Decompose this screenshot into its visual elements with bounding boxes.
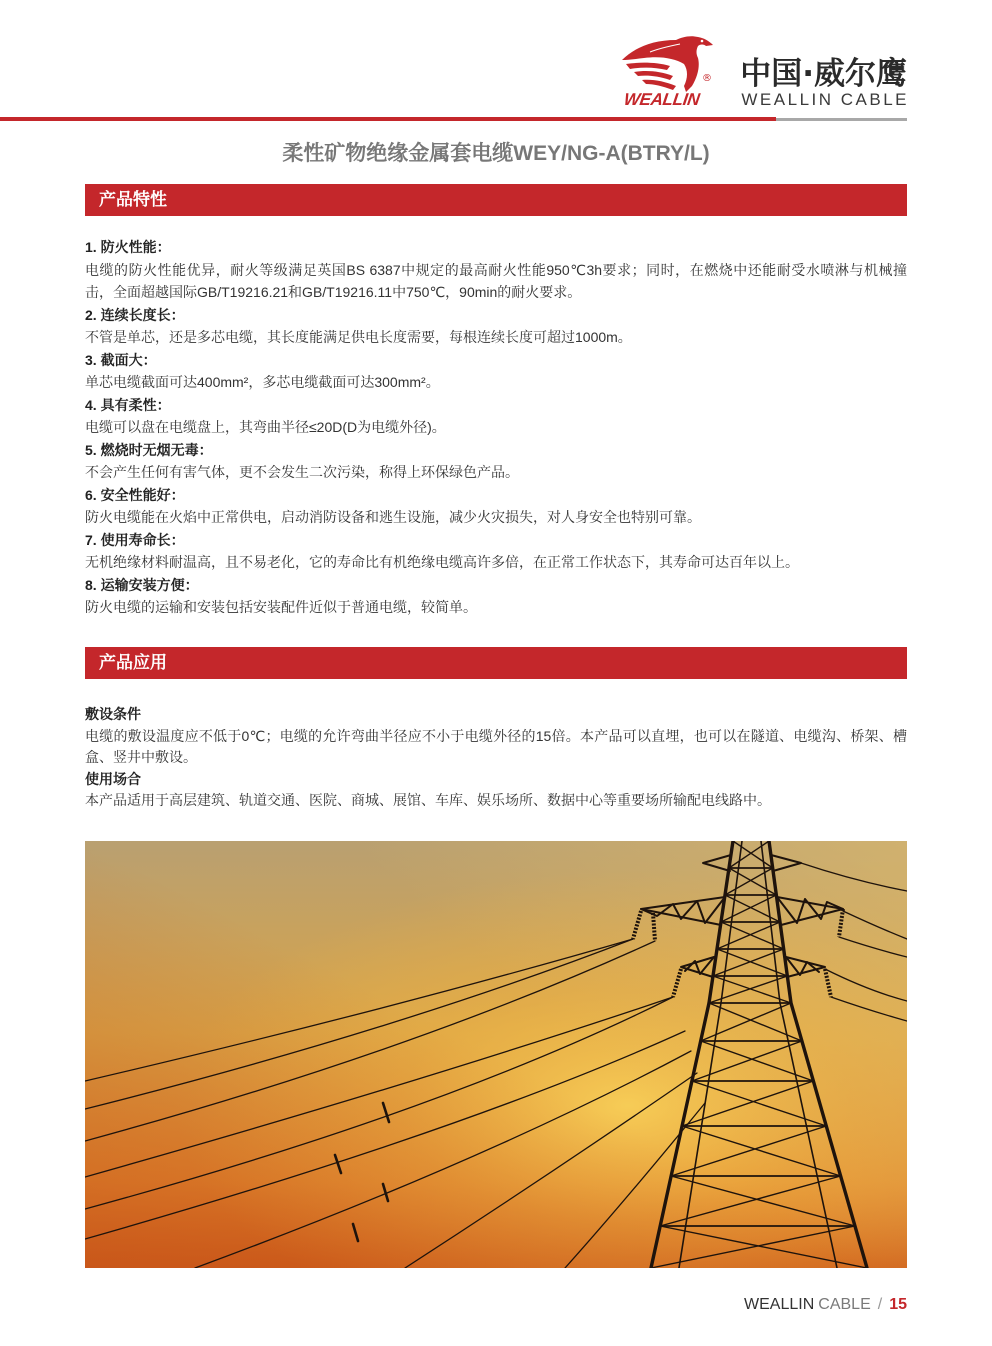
brand-name-english: WEALLIN CABLE: [741, 90, 909, 109]
application-label: 使用场合: [85, 770, 141, 787]
eagle-icon: [620, 34, 720, 94]
section-heading-features: 产品特性: [99, 190, 167, 209]
header-rule-gray: [776, 118, 907, 121]
logo-wordmark: WEALLIN: [622, 90, 701, 109]
feature-label: 6. 安全性能好：: [85, 486, 185, 503]
feature-label: 1. 防火性能：: [85, 239, 171, 255]
feature-label: 8. 运输安装方便：: [85, 576, 199, 593]
feature-item-safety: [85, 484, 907, 529]
feature-label: 5. 燃烧时无烟无毒：: [85, 441, 213, 458]
application-list: [85, 704, 907, 812]
application-item-usage-scenarios: [85, 769, 907, 812]
header-rule-red: [0, 117, 776, 121]
features-list: [85, 236, 907, 619]
feature-text: 不会产生任何有害气体，更不会发生二次污染，称得上环保绿色产品。: [85, 464, 519, 480]
section-heading-application: 产品应用: [99, 653, 167, 672]
feature-item-service-life: [85, 529, 907, 574]
page-number: 15: [889, 1296, 907, 1313]
feature-text: 单芯电缆截面可达400mm²，多芯电缆截面可达300mm²。: [85, 374, 440, 390]
feature-item-fire-resistance: [85, 236, 907, 304]
feature-item-large-cross-section: [85, 349, 907, 394]
page-title: 柔性矿物绝缘金属套电缆WEY/NG-A(BTRY/L): [282, 142, 710, 165]
feature-text: 无机绝缘材料耐温高，且不易老化，它的寿命比有机绝缘电缆高许多倍，在正常工作状态下，其寿命可达百年以上。: [85, 554, 799, 570]
application-text: 电缆的敷设温度应不低于0℃；电缆的允许弯曲半径应不小于电缆外径的15倍。本产品可以直埋，也可以在隧道、电缆沟、桥架、槽盒、竖井中敷设。: [85, 727, 907, 765]
feature-item-flexibility: [85, 394, 907, 439]
application-text: 本产品适用于高层建筑、轨道交通、医院、商城、展馆、车库、娱乐场所、数据中心等重要场所输配电线路中。: [85, 792, 771, 808]
feature-label: 3. 截面大：: [85, 351, 157, 368]
section-bar-features: [85, 184, 907, 216]
application-item-laying-conditions: [85, 704, 907, 769]
footer-separator: /: [877, 1296, 883, 1313]
feature-text: 电缆可以盘在电缆盘上，其弯曲半径≤20D(D为电缆外径)。: [85, 419, 446, 435]
footer-brand-sub: CABLE: [818, 1296, 871, 1313]
page-footer: [744, 1295, 907, 1315]
feature-text: 防火电缆的运输和安装包括安装配件近似于普通电缆，较简单。: [85, 599, 477, 615]
feature-item-smoke-free-non-toxic: [85, 439, 907, 484]
feature-label: 4. 具有柔性：: [85, 396, 171, 413]
power-tower-illustration: [85, 841, 907, 1268]
weallin-eagle-logo: [620, 34, 720, 112]
feature-label: 2. 连续长度长：: [85, 306, 185, 323]
application-label: 敷设条件: [85, 706, 141, 722]
feature-item-easy-transport-installation: [85, 574, 907, 619]
feature-item-continuous-length: [85, 304, 907, 349]
feature-text: 防火电缆能在火焰中正常供电，启动消防设备和逃生设施，减少火灾损失，对人身安全也特别可靠。: [85, 509, 701, 525]
feature-label: 7. 使用寿命长：: [85, 531, 185, 548]
brand-name-chinese: 中国·威尔鹰: [740, 56, 907, 92]
power-tower-sunset-photo: [85, 841, 907, 1268]
registered-mark: ®: [702, 73, 712, 84]
section-bar-application: [85, 647, 907, 679]
feature-text: 不管是单芯，还是多芯电缆，其长度能满足供电长度需要，每根连续长度可超过1000m。: [85, 329, 632, 345]
footer-brand-main: WEALLIN: [744, 1296, 815, 1313]
feature-text: 电缆的防火性能优异，耐火等级满足英国BS 6387中规定的最高耐火性能950℃3h要求；同时，在燃烧中还能耐受水喷淋与机械撞击，全面超越国际GB/T19216.21和GB/T19216.11中750℃，90min的耐火要求。: [85, 261, 907, 300]
